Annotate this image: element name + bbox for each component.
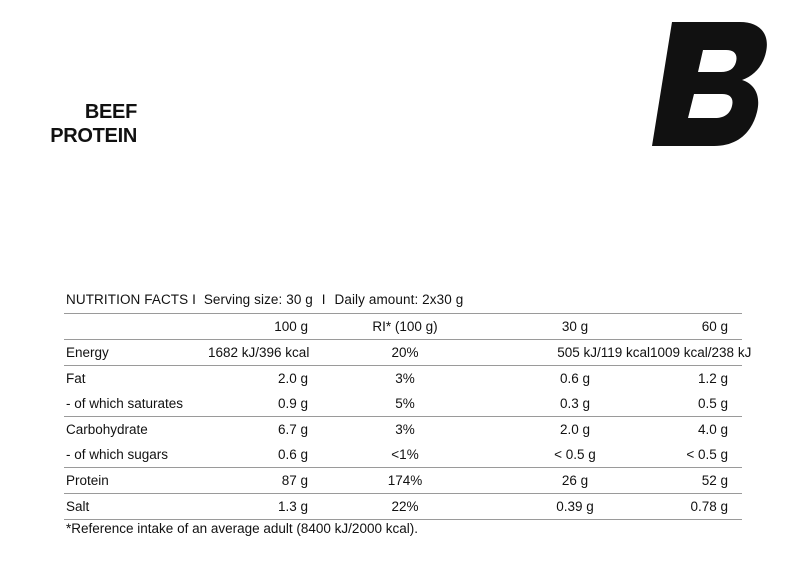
value-per-100g: 0.6 g	[277, 447, 308, 462]
table-row-sugars	[64, 442, 742, 468]
value-per-60g: 52 g	[701, 473, 728, 488]
brand-logo	[652, 22, 768, 146]
value-per-30g: 0.39 g	[556, 499, 594, 514]
column-header-per-30g: 30 g	[561, 319, 589, 334]
value-ri: 5%	[395, 396, 415, 411]
serving-size: Serving size: 30 g	[203, 292, 313, 307]
value-per-30g: 26 g	[561, 473, 589, 488]
value-per-100g: 87 g	[281, 473, 308, 488]
value-per-60g: 0.5 g	[697, 396, 728, 411]
table-row-fat	[64, 366, 742, 392]
value-per-60g: < 0.5 g	[686, 447, 728, 462]
value-per-100g: 1.3 g	[277, 499, 308, 514]
value-per-30g: 2.0 g	[559, 422, 591, 437]
table-row-protein	[64, 468, 742, 494]
nutrient-name: Energy	[66, 345, 109, 360]
value-per-100g: 2.0 g	[277, 371, 308, 386]
table-row-carbohydrate	[64, 417, 742, 443]
table-row-saturates	[64, 391, 742, 417]
product-title-line2: PROTEIN	[50, 125, 137, 147]
column-header-ri: RI* (100 g)	[372, 319, 438, 334]
nutrient-name: - of which saturates	[66, 396, 184, 411]
nutrient-name: - of which sugars	[66, 447, 169, 462]
product-title	[50, 100, 137, 148]
value-ri: <1%	[391, 447, 419, 462]
value-per-100g: 1682 kJ/396 kcal	[208, 345, 310, 360]
value-per-30g: 0.3 g	[559, 396, 591, 411]
nutrition-facts-label: NUTRITION FACTS I	[66, 292, 196, 307]
table-header-row	[64, 314, 742, 340]
value-per-60g: 0.78 g	[690, 499, 728, 514]
nutrient-name: Protein	[66, 473, 109, 488]
table-row-salt	[64, 494, 742, 520]
value-ri: 3%	[395, 371, 415, 386]
nutrition-facts-header	[66, 292, 463, 307]
column-header-per-100g: 100 g	[274, 319, 308, 334]
nutrition-table	[64, 313, 752, 520]
value-ri: 174%	[387, 473, 423, 488]
value-per-30g: 0.6 g	[559, 371, 591, 386]
header-separator: I	[321, 292, 326, 307]
value-ri: 20%	[391, 345, 419, 360]
nutrient-name: Salt	[66, 499, 90, 514]
table-row-energy	[64, 340, 742, 366]
nutrient-name: Carbohydrate	[66, 422, 148, 437]
reference-intake-footnote: *Reference intake of an average adult (8400 kJ/2000 kcal).	[66, 521, 418, 536]
value-ri: 3%	[395, 422, 415, 437]
column-header-per-60g: 60 g	[701, 319, 728, 334]
value-per-100g: 6.7 g	[277, 422, 308, 437]
column-header-nutrient	[64, 314, 206, 340]
value-per-60g: 4.0 g	[697, 422, 728, 437]
value-per-60g: 1009 kcal/238 kJ	[650, 345, 752, 360]
product-title-line1: BEEF	[84, 101, 137, 123]
daily-amount: Daily amount: 2x30 g	[334, 292, 464, 307]
nutrient-name: Fat	[66, 371, 86, 386]
value-per-100g: 0.9 g	[277, 396, 308, 411]
value-per-30g: < 0.5 g	[554, 447, 596, 462]
value-per-30g: 505 kJ/119 kcal	[557, 345, 650, 360]
brand-b-letterform	[652, 22, 767, 146]
value-ri: 22%	[391, 499, 419, 514]
value-per-60g: 1.2 g	[697, 371, 728, 386]
